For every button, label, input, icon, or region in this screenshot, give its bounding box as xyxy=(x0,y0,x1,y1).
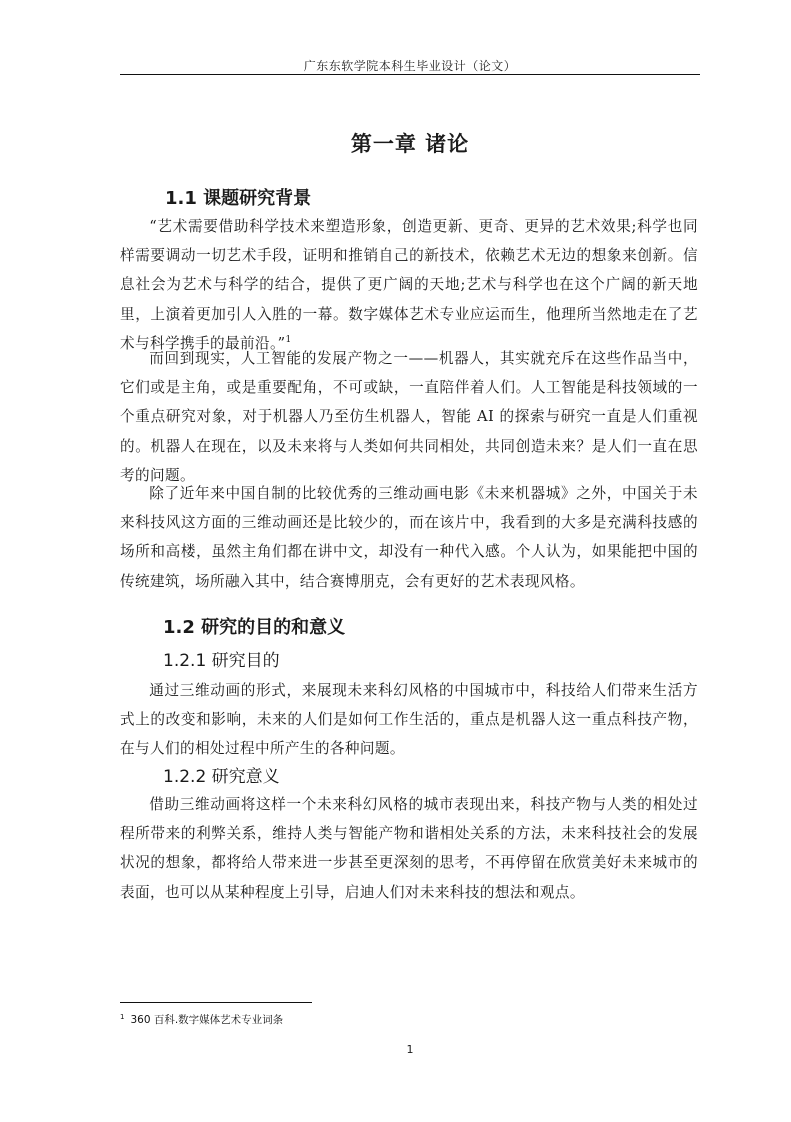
footnote-rule xyxy=(120,1002,312,1003)
section-heading-1-2: 1.2 研究的目的和意义 xyxy=(163,617,346,638)
paragraph-robots: 而回到现实，人工智能的发展产物之一——机器人，其实就充斥在这些作品当中，它们或是主角，或是重要配角，不可或缺，一直陪伴着人们。人工智能是科技领域的一个重点研究对象，对于机器人乃至仿生机器人，智能 AI 的探索与研究一直是人们重视的。机器人在现在，以及未来将与人类如何共同相处，共同创造未来？是人们一直在思考的问题。 xyxy=(120,350,698,484)
footnote-text: 360 百科.数字媒体艺术专业词条 xyxy=(130,1014,284,1026)
paragraph-research-significance: 借助三维动画将这样一个未来科幻风格的城市表现出来，科技产物与人类的相处过程所带来的利弊关系，维持人类与智能产物和谐相处关系的方法，未来科技社会的发展状况的想象，都将给人带来进一步甚至更深刻的思考，不再停留在欣赏美好未来城市的表面，也可以从某种程度上引导，启迪人们对未来科技的想法和观点。 xyxy=(120,796,698,901)
footnote-reference: 1 xyxy=(285,334,292,345)
subsection-heading-1-2-2: 1.2.2 研究意义 xyxy=(163,767,280,787)
footnote xyxy=(120,1012,283,1027)
header-rule xyxy=(120,74,700,75)
footnote-marker: 1 xyxy=(120,1012,125,1021)
chapter-title: 第一章 诸论 xyxy=(350,132,470,156)
paragraph-research-purpose: 通过三维动画的形式，来展现未来科幻风格的中国城市中，科技给人们带来生活方式上的改变和影响，未来的人们是如何工作生活的，重点是机器人这一重点科技产物，在与人们的相处过程中所产生的各种问题。 xyxy=(120,682,698,758)
subsection-heading-1-2-1: 1.2.1 研究目的 xyxy=(163,651,280,671)
page-number: 1 xyxy=(406,1043,414,1056)
section-heading-1-1: 1.1 课题研究背景 xyxy=(165,188,312,209)
paragraph-quote xyxy=(120,212,698,358)
running-header: 广东东软学院本科生毕业设计（论文） xyxy=(303,59,517,73)
paragraph-quote-text: “艺术需要借助科学技术来塑造形象，创造更新、更奇、更异的艺术效果;科学也同样需要调动一切艺术手段，证明和推销自己的新技术，依赖艺术无边的想象来创新。信息社会为艺术与科学的结合，提供了更广阔的天地;艺术与科学也在这个广阔的新天地里，上演着更加引人入胜的一幕。数字媒体艺术专业应运而生，他理所当然地走在了艺术与科学携手的最前沿。” xyxy=(120,218,698,352)
paragraph-future-city: 除了近年来中国自制的比较优秀的三维动画电影《未来机器城》之外，中国关于未来科技风这方面的三维动画还是比较少的，而在该片中，我看到的大多是充满科技感的场所和高楼，虽然主角们都在讲中文，却没有一种代入感。个人认为，如果能把中国的传统建筑，场所融入其中，结合赛博朋克，会有更好的艺术表现风格。 xyxy=(120,485,698,590)
